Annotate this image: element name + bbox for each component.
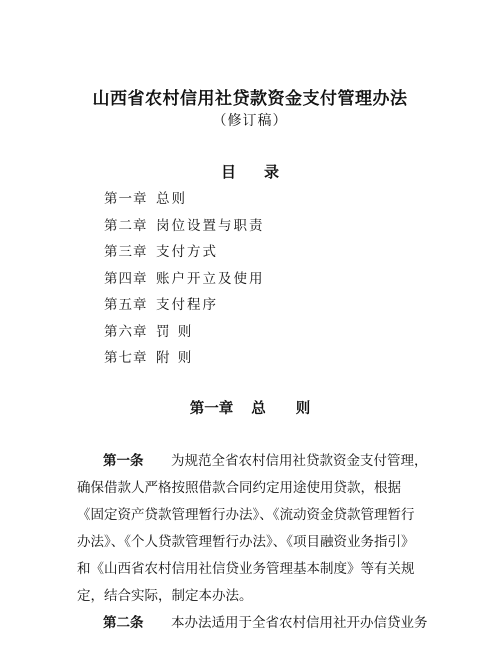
toc-chapter-number: 第七章	[104, 350, 148, 366]
article-label: 第二条	[103, 615, 144, 631]
article-text: 和《山西省农村信用社信贷业务管理基本制度》等有关规	[77, 561, 415, 577]
chapter-heading	[0, 397, 500, 418]
toc-chapter-name: 岗位设置与职责	[156, 217, 265, 234]
table-of-contents	[104, 186, 265, 372]
toc-item	[104, 239, 265, 266]
article-text: 办法》、《个人贷款管理暂行办法》、《项目融资业务指引》	[77, 534, 415, 550]
toc-chapter-name: 支付方式	[156, 244, 218, 260]
toc-heading	[0, 161, 500, 182]
chapter-number: 第一章	[189, 400, 234, 417]
toc-heading-char-1: 目	[220, 163, 236, 181]
toc-item	[104, 213, 265, 240]
article-line	[77, 529, 437, 556]
toc-chapter-number: 第一章	[104, 191, 148, 207]
article-line	[77, 610, 437, 637]
toc-heading-char-2: 录	[264, 163, 280, 181]
toc-item	[104, 266, 265, 293]
article-text: 《固定资产贷款管理暂行办法》、《流动资金贷款管理暂行	[77, 507, 415, 523]
toc-chapter-name: 账户开立及使用	[156, 270, 265, 287]
article-line	[77, 448, 437, 475]
document-subtitle: （修订稿）	[212, 113, 288, 129]
document-title: 山西省农村信用社贷款资金支付管理办法	[92, 89, 408, 109]
article-text: 定，结合实际，制定本办法。	[77, 588, 253, 604]
chapter-title-char-1: 总	[251, 400, 266, 417]
toc-chapter-number: 第二章	[104, 217, 148, 234]
toc-chapter-name: 支付程序	[156, 297, 218, 313]
article-line	[77, 556, 437, 583]
toc-item	[104, 186, 265, 213]
article-line	[77, 502, 437, 529]
article-label: 第一条	[103, 453, 144, 469]
toc-item	[104, 319, 265, 346]
toc-chapter-name: 附 则	[156, 350, 194, 366]
toc-item	[104, 345, 265, 372]
toc-chapter-name: 总则	[156, 191, 187, 207]
article-line	[77, 583, 437, 610]
article-text: 确保借款人严格按照借款合同约定用途使用贷款，根据	[77, 480, 401, 496]
chapter-body	[77, 448, 437, 637]
article-line	[77, 475, 437, 502]
chapter-title-char-2: 则	[295, 400, 311, 417]
toc-chapter-number: 第三章	[104, 244, 148, 260]
toc-chapter-number: 第四章	[104, 270, 148, 287]
toc-chapter-number: 第六章	[104, 323, 148, 340]
toc-item	[104, 292, 265, 319]
article-text: 为规范全省农村信用社贷款资金支付管理，	[171, 453, 428, 469]
toc-chapter-name: 罚 则	[156, 323, 194, 340]
article-text: 本办法适用于全省农村信用社开办信贷业务	[171, 615, 428, 631]
toc-chapter-number: 第五章	[104, 297, 148, 313]
